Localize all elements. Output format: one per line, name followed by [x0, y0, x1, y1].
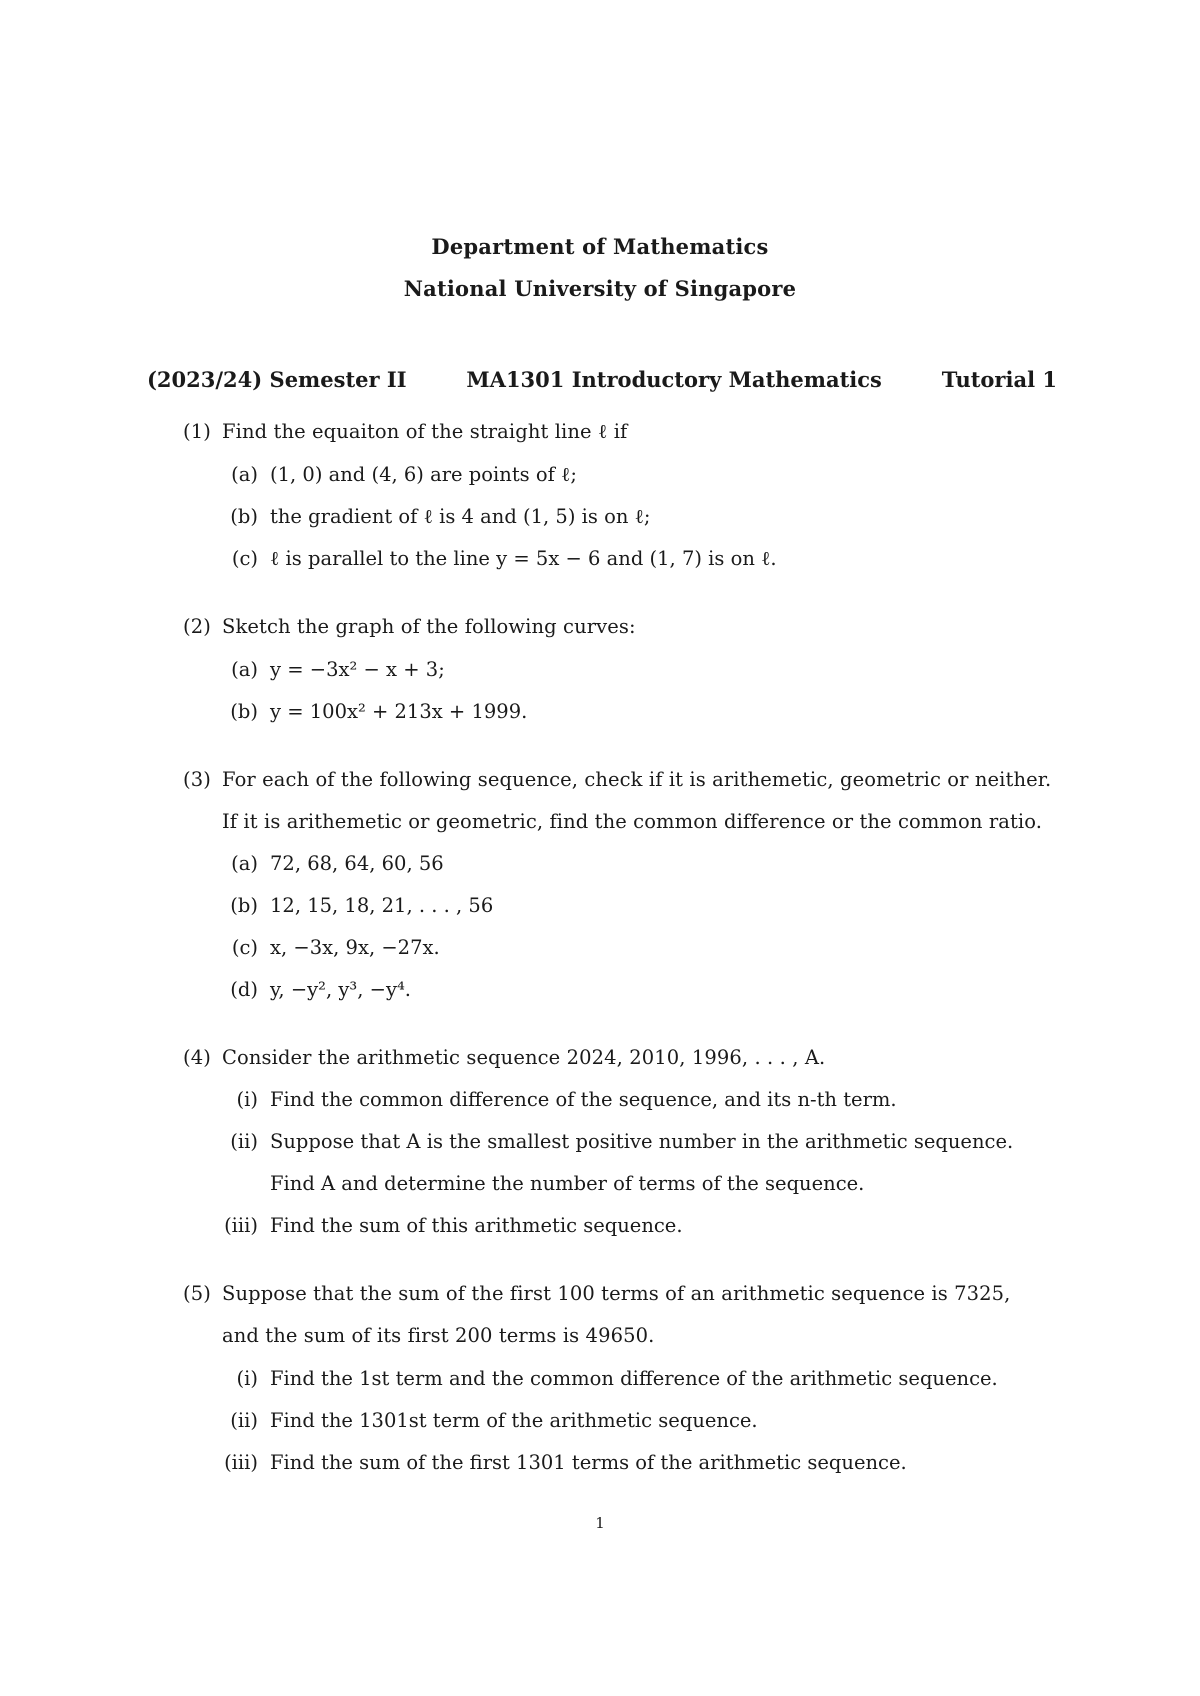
department-heading: Department of Mathematics	[431, 234, 769, 259]
part-label: (iii)	[224, 1214, 258, 1237]
part-label: (b)	[230, 894, 258, 917]
page-number: 1	[595, 1514, 605, 1532]
part-text: 72, 68, 64, 60, 56	[270, 852, 444, 875]
question-text-continued: and the sum of its first 200 terms is 49650.	[222, 1324, 655, 1347]
question-number: (2)	[183, 615, 211, 638]
part-text: y = 100x² + 213x + 1999.	[270, 700, 528, 723]
part-text: ℓ is parallel to the line y = 5x − 6 and (1, 7) is on ℓ.	[270, 547, 777, 570]
part-text: the gradient of ℓ is 4 and (1, 5) is on ℓ;	[270, 505, 651, 528]
part-label: (d)	[230, 978, 258, 1001]
part-text: Find the common difference of the sequence, and its n-th term.	[270, 1088, 897, 1111]
question-number: (4)	[183, 1046, 211, 1069]
part-label: (c)	[231, 936, 258, 959]
part-label: (b)	[230, 700, 258, 723]
semester-label: (2023/24) Semester II	[147, 367, 407, 392]
course-info-line	[147, 367, 1057, 392]
question-number: (3)	[183, 768, 211, 791]
part-text: y = −3x² − x + 3;	[270, 658, 445, 681]
question-text: Suppose that the sum of the first 100 terms of an arithmetic sequence is 7325,	[222, 1282, 1011, 1305]
part-label: (ii)	[230, 1409, 258, 1432]
part-text: Find the 1st term and the common difference of the arithmetic sequence.	[270, 1367, 998, 1390]
part-label: (i)	[236, 1367, 258, 1390]
question-text: Find the equaiton of the straight line ℓ if	[222, 420, 628, 443]
part-text: x, −3x, 9x, −27x.	[270, 936, 440, 959]
part-text: Find the sum of the first 1301 terms of the arithmetic sequence.	[270, 1451, 907, 1474]
part-label: (b)	[230, 505, 258, 528]
university-heading: National University of Singapore	[403, 276, 797, 301]
question-text-continued: If it is arithemetic or geometric, find the common difference or the common ratio.	[222, 810, 1043, 833]
question-number: (5)	[183, 1282, 211, 1305]
tutorial-label: Tutorial 1	[941, 367, 1057, 392]
part-text-continued: Find A and determine the number of terms of the sequence.	[270, 1172, 865, 1195]
part-text: 12, 15, 18, 21, . . . , 56	[270, 894, 494, 917]
part-label: (i)	[236, 1088, 258, 1111]
part-label: (ii)	[230, 1130, 258, 1153]
module-title: MA1301 Introductory Mathematics	[466, 367, 882, 392]
part-text: Find the 1301st term of the arithmetic sequence.	[270, 1409, 758, 1432]
part-text: (1, 0) and (4, 6) are points of ℓ;	[270, 463, 577, 486]
question-text: Consider the arithmetic sequence 2024, 2010, 1996, . . . , A.	[222, 1046, 826, 1069]
part-text: Find the sum of this arithmetic sequence.	[270, 1214, 683, 1237]
part-text: y, −y², y³, −y⁴.	[270, 978, 411, 1001]
part-label: (c)	[231, 547, 258, 570]
question-text: Sketch the graph of the following curves:	[222, 615, 636, 638]
part-label: (a)	[231, 658, 258, 681]
part-text: Suppose that A is the smallest positive number in the arithmetic sequence.	[270, 1130, 1014, 1153]
part-label: (iii)	[224, 1451, 258, 1474]
question-text: For each of the following sequence, check if it is arithemetic, geometric or neither.	[222, 768, 1052, 791]
part-label: (a)	[231, 852, 258, 875]
part-label: (a)	[231, 463, 258, 486]
question-number: (1)	[183, 420, 211, 443]
